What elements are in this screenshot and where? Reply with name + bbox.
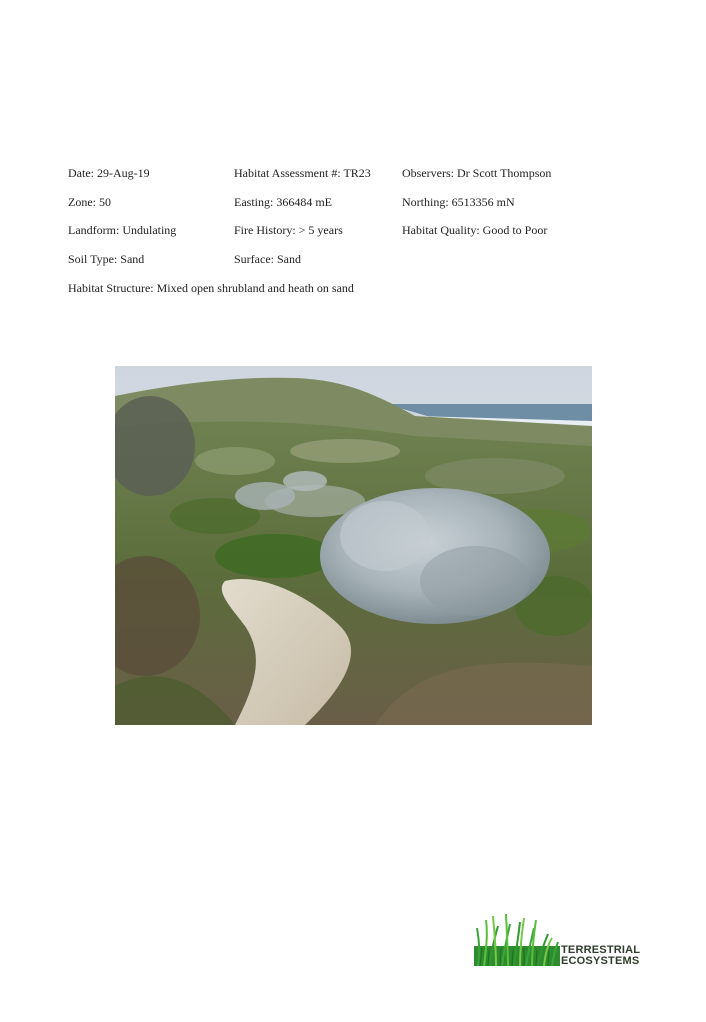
logo-line-1: TERRESTRIAL [561,944,641,956]
terrestrial-ecosystems-logo [474,910,650,970]
grass-logo-icon [474,910,560,966]
observers-field: Observers: Dr Scott Thompson [402,166,552,180]
habitat-photo [115,366,592,725]
habitat-structure-field: Habitat Structure: Mixed open shrubland and heath on sand [68,281,354,295]
logo-line-2: ECOSYSTEMS [561,955,640,967]
northing-field: Northing: 6513356 mN [402,195,515,209]
assessment-number-field: Habitat Assessment #: TR23 [234,166,371,180]
soil-type-field: Soil Type: Sand [68,252,145,266]
surface-field: Surface: Sand [234,252,301,266]
date-field: Date: 29-Aug-19 [68,166,150,180]
habitat-quality-field: Habitat Quality: Good to Poor [402,223,548,237]
zone-field: Zone: 50 [68,195,111,209]
landform-field: Landform: Undulating [68,223,177,237]
fire-history-field: Fire History: > 5 years [234,223,343,237]
easting-field: Easting: 366484 mE [234,195,332,209]
